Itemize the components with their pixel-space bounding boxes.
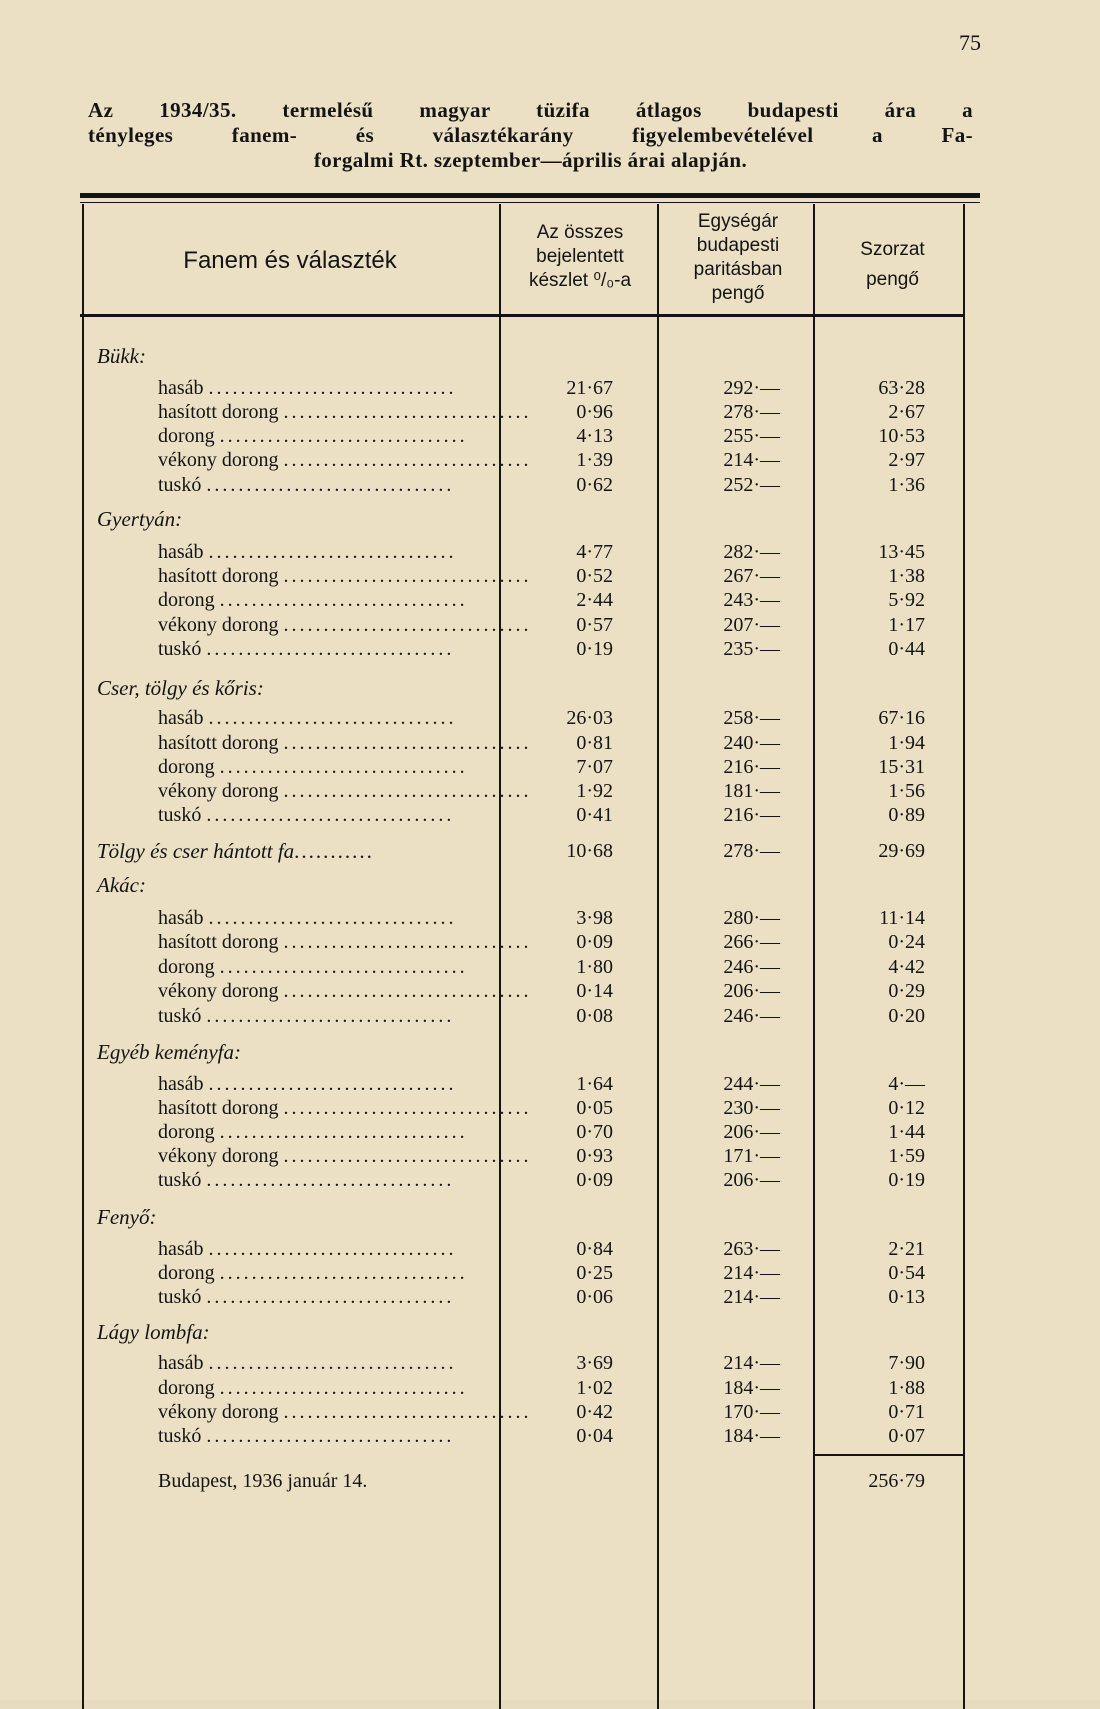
- cell-product: 1·88: [888, 1377, 925, 1399]
- cell-pct: 10·68: [566, 840, 613, 862]
- cell-product: 1·56: [888, 780, 925, 802]
- cell-product: 2·67: [888, 401, 925, 423]
- cell-pct: 0·81: [576, 732, 613, 754]
- cell-price: 266·—: [723, 931, 780, 953]
- cell-price: 292·—: [723, 377, 780, 399]
- cell-product: 1·36: [888, 474, 925, 496]
- cell-pct: 3·69: [576, 1352, 613, 1374]
- cell-product: 0·29: [888, 980, 925, 1002]
- cell-product: 1·94: [888, 732, 925, 754]
- cell-price: 216·—: [723, 756, 780, 778]
- column-divider-2: [657, 204, 659, 1709]
- cell-price: 214·—: [723, 449, 780, 471]
- cell-pct: 1·80: [576, 956, 613, 978]
- title-line-3: forgalmi Rt. szeptember—április árai alapján.: [313, 148, 748, 172]
- cell-product: 0·71: [888, 1401, 925, 1423]
- row-label: hasított dorong ...............................: [158, 732, 532, 754]
- cell-pct: 0·19: [576, 638, 613, 660]
- row-label: dorong ...............................: [158, 756, 468, 778]
- group-label: Fenyő:: [97, 1205, 157, 1229]
- cell-product: 0·19: [888, 1169, 925, 1191]
- row-label: tuskó ...............................: [158, 1425, 455, 1447]
- row-label: hasáb ...............................: [158, 1352, 457, 1374]
- row-label: dorong ...............................: [158, 1377, 468, 1399]
- cell-price: 214·—: [723, 1352, 780, 1374]
- header-fanem: Fanem és választék: [183, 247, 397, 274]
- cell-product: 1·44: [888, 1121, 925, 1143]
- cell-price: 171·—: [723, 1145, 780, 1167]
- row-label: hasított dorong ...............................: [158, 401, 532, 423]
- row-label: tuskó ...............................: [158, 1286, 455, 1308]
- cell-pct: 0·93: [576, 1145, 613, 1167]
- cell-price: 282·—: [723, 541, 780, 563]
- top-rule-thin: [80, 202, 980, 203]
- cell-product: 0·24: [888, 931, 925, 953]
- cell-pct: 0·09: [576, 1169, 613, 1191]
- row-label: tuskó ...............................: [158, 474, 455, 496]
- cell-pct: 0·52: [576, 565, 613, 587]
- group-label: Akác:: [97, 873, 146, 897]
- cell-pct: 4·13: [576, 425, 613, 447]
- cell-pct: 2·44: [576, 589, 613, 611]
- group-label: Bükk:: [97, 344, 146, 368]
- cell-price: 214·—: [723, 1262, 780, 1284]
- cell-product: 10·53: [878, 425, 925, 447]
- cell-price: 184·—: [723, 1425, 780, 1447]
- header-keszlet: Az összes bejelentett készlet ⁰/₀-a: [528, 222, 632, 291]
- cell-price: 280·—: [723, 907, 780, 929]
- cell-price: 246·—: [723, 956, 780, 978]
- row-label: hasított dorong ...............................: [158, 931, 532, 953]
- cell-product: 7·90: [888, 1352, 925, 1374]
- total-rule: [813, 1454, 965, 1456]
- cell-price: 206·—: [723, 1121, 780, 1143]
- row-label: vékony dorong ...............................: [158, 1145, 532, 1167]
- table-border-right: [963, 204, 965, 1709]
- cell-pct: 0·62: [576, 474, 613, 496]
- title-line-2: tényleges fanem- és választékarány figyelembevételével a Fa-: [88, 123, 973, 147]
- cell-product: 0·20: [888, 1005, 925, 1027]
- row-label: dorong ...............................: [158, 1262, 468, 1284]
- row-label: hasáb ...............................: [158, 1073, 457, 1095]
- column-divider-1: [499, 204, 501, 1709]
- row-label: dorong ...............................: [158, 589, 468, 611]
- row-label: dorong ...............................: [158, 425, 468, 447]
- top-rule-thick: [80, 193, 980, 198]
- cell-price: 244·—: [723, 1073, 780, 1095]
- cell-pct: 1·02: [576, 1377, 613, 1399]
- cell-product: 0·44: [888, 638, 925, 660]
- row-label: tuskó ...............................: [158, 1005, 455, 1027]
- cell-price: 278·—: [723, 401, 780, 423]
- cell-pct: 1·39: [576, 449, 613, 471]
- cell-price: 235·—: [723, 638, 780, 660]
- cell-product: 13·45: [878, 541, 925, 563]
- cell-price: 246·—: [723, 1005, 780, 1027]
- cell-product: 0·89: [888, 804, 925, 826]
- cell-price: 207·—: [723, 614, 780, 636]
- title-line-1: Az 1934/35. termelésű magyar tüzifa átlagos budapesti ára a: [88, 98, 973, 122]
- cell-pct: 3·98: [576, 907, 613, 929]
- cell-pct: 21·67: [566, 377, 613, 399]
- row-label: vékony dorong ...............................: [158, 449, 532, 471]
- table-border-left: [82, 204, 84, 1709]
- cell-price: 258·—: [723, 707, 780, 729]
- cell-price: 267·—: [723, 565, 780, 587]
- row-label: tuskó ...............................: [158, 638, 455, 660]
- cell-product: 67·16: [878, 707, 925, 729]
- row-label: vékony dorong ...............................: [158, 614, 532, 636]
- row-label: hasáb ...............................: [158, 1238, 457, 1260]
- cell-pct: 7·07: [576, 756, 613, 778]
- group-label: Egyéb keményfa:: [97, 1040, 241, 1064]
- cell-pct: 0·25: [576, 1262, 613, 1284]
- header-szorzat: Szorzat pengő: [860, 239, 925, 290]
- row-label: hasáb ...............................: [158, 907, 457, 929]
- cell-pct: 0·04: [576, 1425, 613, 1447]
- row-label: tuskó ...............................: [158, 1169, 455, 1191]
- cell-price: 206·—: [723, 980, 780, 1002]
- page-title: [88, 98, 973, 173]
- cell-pct: 26·03: [566, 707, 613, 729]
- column-divider-3: [813, 204, 815, 1709]
- cell-product: 15·31: [878, 756, 925, 778]
- cell-price: 216·—: [723, 804, 780, 826]
- row-label: hasáb ...............................: [158, 707, 457, 729]
- cell-price: 214·—: [723, 1286, 780, 1308]
- header-rule: [80, 314, 965, 317]
- cell-product: 4·—: [888, 1073, 925, 1095]
- total-value: 256·79: [868, 1470, 925, 1492]
- row-label: vékony dorong ...............................: [158, 980, 532, 1002]
- cell-product: 29·69: [878, 840, 925, 862]
- cell-product: 11·14: [879, 907, 925, 929]
- cell-pct: 0·96: [576, 401, 613, 423]
- cell-pct: 0·06: [576, 1286, 613, 1308]
- cell-price: 240·—: [723, 732, 780, 754]
- row-label: tuskó ...............................: [158, 804, 455, 826]
- cell-pct: 1·92: [576, 780, 613, 802]
- row-label: dorong ...............................: [158, 1121, 468, 1143]
- row-label: vékony dorong ...............................: [158, 780, 532, 802]
- cell-product: 0·54: [888, 1262, 925, 1284]
- cell-product: 1·38: [888, 565, 925, 587]
- cell-product: 63·28: [878, 377, 925, 399]
- cell-price: 181·—: [723, 780, 780, 802]
- cell-product: 1·59: [888, 1145, 925, 1167]
- cell-product: 5·92: [888, 589, 925, 611]
- cell-price: 206·—: [723, 1169, 780, 1191]
- cell-product: 0·12: [888, 1097, 925, 1119]
- cell-price: 255·—: [723, 425, 780, 447]
- row-label: hasított dorong ...............................: [158, 1097, 532, 1119]
- cell-product: 0·13: [888, 1286, 925, 1308]
- row-label: dorong ...............................: [158, 956, 468, 978]
- cell-product: 4·42: [888, 956, 925, 978]
- cell-product: 2·21: [888, 1238, 925, 1260]
- cell-price: 243·—: [723, 589, 780, 611]
- cell-price: 170·—: [723, 1401, 780, 1423]
- cell-pct: 0·14: [576, 980, 613, 1002]
- row-label: hasáb ...............................: [158, 541, 457, 563]
- cell-pct: 0·08: [576, 1005, 613, 1027]
- cell-price: 184·—: [723, 1377, 780, 1399]
- cell-price: 252·—: [723, 474, 780, 496]
- cell-pct: 0·42: [576, 1401, 613, 1423]
- cell-price: 278·—: [723, 840, 780, 862]
- page-number: 75: [959, 30, 981, 55]
- cell-pct: 0·41: [576, 804, 613, 826]
- cell-pct: 0·09: [576, 931, 613, 953]
- cell-pct: 1·64: [576, 1073, 613, 1095]
- row-label: vékony dorong ...............................: [158, 1401, 532, 1423]
- group-label: Gyertyán:: [97, 507, 183, 531]
- cell-product: 0·07: [888, 1425, 925, 1447]
- row-label: hasáb ...............................: [158, 377, 457, 399]
- cell-pct: 4·77: [576, 541, 613, 563]
- footer-date: Budapest, 1936 január 14.: [158, 1470, 368, 1492]
- cell-pct: 0·84: [576, 1238, 613, 1260]
- group-label: Lágy lombfa:: [97, 1320, 210, 1344]
- header-egysegar: Egységár budapesti paritásban pengő: [693, 211, 783, 304]
- cell-pct: 0·05: [576, 1097, 613, 1119]
- cell-pct: 0·57: [576, 614, 613, 636]
- cell-pct: 0·70: [576, 1121, 613, 1143]
- group-label: Cser, tölgy és kőris:: [97, 676, 264, 700]
- row-label: hasított dorong ...............................: [158, 565, 532, 587]
- group-label-inline: Tölgy és cser hántott fa...........: [97, 839, 374, 863]
- cell-product: 2·97: [888, 449, 925, 471]
- cell-price: 263·—: [723, 1238, 780, 1260]
- cell-price: 230·—: [723, 1097, 780, 1119]
- cell-product: 1·17: [888, 614, 925, 636]
